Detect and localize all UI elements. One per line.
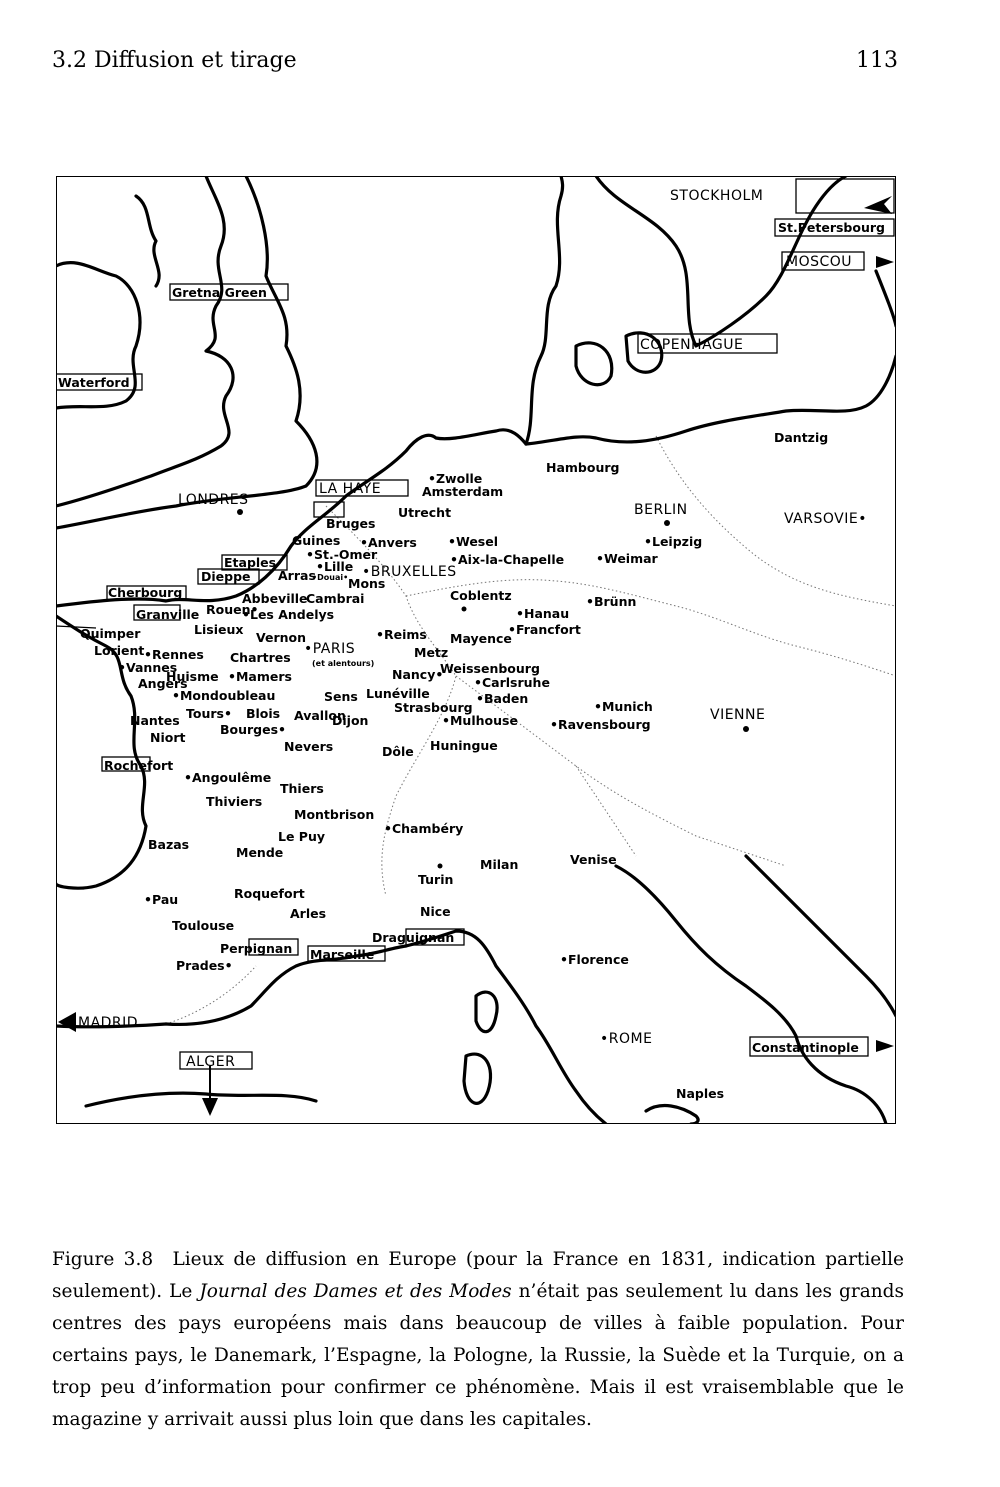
- label-anvers: •Anvers: [360, 535, 417, 550]
- label-pau: •Pau: [144, 892, 179, 907]
- label-waterford: Waterford: [58, 375, 130, 390]
- section-title: 3.2 Diffusion et tirage: [52, 48, 297, 73]
- label-milan: Milan: [480, 857, 519, 872]
- label-mende: Mende: [236, 845, 284, 860]
- label-perpignan: Perpignan: [220, 941, 293, 956]
- label-metz: Metz: [414, 645, 449, 660]
- label-niort: Niort: [150, 730, 186, 745]
- label-dantzig: Dantzig: [774, 430, 829, 445]
- label-arles: Arles: [290, 906, 327, 921]
- caption-text-start: Lieux de diffusion en Europe (pour la France en 1831, indication partielle seulement). Le: [52, 1249, 904, 1302]
- label-guines: Guines: [292, 533, 341, 548]
- label-huningue: Huningue: [430, 738, 498, 753]
- figure-caption: [52, 1244, 904, 1436]
- label-varsovie: VARSOVIE•: [784, 511, 867, 527]
- label-utrecht: Utrecht: [398, 505, 452, 520]
- label-rome: •ROME: [600, 1031, 653, 1047]
- label-rochefort: Rochefort: [104, 758, 174, 773]
- label-la-haye: LA HAYE: [319, 481, 382, 497]
- label-st-omer: •St.-Omer: [306, 547, 378, 562]
- label-rouen: Rouen•: [206, 602, 259, 617]
- label-mayence: Mayence: [450, 631, 512, 646]
- label-arras: Arras: [278, 568, 316, 583]
- page-header: [52, 48, 898, 82]
- label-douai: •Douai•: [312, 573, 349, 582]
- label-weissenbourg: Weissenbourg: [440, 661, 540, 676]
- label-leipzig: •Leipzig: [644, 534, 703, 549]
- label-copenhague: COPENHAGUE: [640, 337, 744, 353]
- label-weimar: •Weimar: [596, 551, 658, 566]
- label-dole: Dôle: [382, 744, 414, 759]
- label-alger: ALGER: [186, 1054, 236, 1070]
- label-hanau: •Hanau: [516, 606, 570, 621]
- label-vernon: Vernon: [256, 630, 307, 645]
- label-bruxelles: •BRUXELLES: [362, 564, 457, 580]
- label-abbeville: Abbeville: [242, 591, 308, 606]
- label-nice: Nice: [420, 904, 451, 919]
- europe-map: [56, 176, 896, 1124]
- label-blois: Blois: [246, 706, 281, 721]
- label-sens: Sens: [324, 689, 358, 704]
- label-hambourg: Hambourg: [546, 460, 620, 475]
- label-cherbourg: Cherbourg: [108, 585, 183, 600]
- label-paris: •PARIS: [304, 641, 356, 657]
- label-dijon: Dijon: [332, 713, 369, 728]
- map-canvas: [56, 176, 896, 1124]
- label-aix: •Aix-la-Chapelle: [450, 552, 565, 567]
- label-les-andelys: •Les Andelys: [242, 607, 335, 622]
- label-bruges: Bruges: [326, 516, 376, 531]
- label-londres: LONDRES: [178, 492, 249, 508]
- label-mulhouse: •Mulhouse: [442, 713, 518, 728]
- label-cambrai: Cambrai: [306, 591, 365, 606]
- label-roquefort: Roquefort: [234, 886, 305, 901]
- figure-label: Figure 3.8: [52, 1249, 154, 1270]
- label-mons: Mons: [348, 576, 386, 591]
- label-stockholm: STOCKHOLM: [670, 188, 764, 204]
- label-florence: •Florence: [560, 952, 629, 967]
- label-nevers: Nevers: [284, 739, 334, 754]
- label-berlin: BERLIN: [634, 502, 688, 518]
- label-chartres: Chartres: [230, 650, 291, 665]
- label-lisieux: Lisieux: [194, 622, 244, 637]
- label-baden: •Baden: [476, 691, 529, 706]
- label-tours: Tours•: [186, 706, 232, 721]
- label-reims: •Reims: [376, 627, 427, 642]
- label-quimper: Quimper: [80, 626, 141, 641]
- label-turin: Turin: [418, 872, 454, 887]
- label-lorient: Lorient: [94, 643, 145, 658]
- label-ravensbourg: •Ravensbourg: [550, 717, 651, 732]
- label-thiviers: Thiviers: [206, 794, 263, 809]
- label-brunn: •Brünn: [586, 594, 637, 609]
- label-constantinople: Constantinople: [752, 1040, 859, 1055]
- label-angouleme: •Angoulême: [184, 770, 272, 785]
- label-nantes: Nantes: [130, 713, 180, 728]
- journal-title: Journal des Dames et des Modes: [199, 1281, 512, 1302]
- label-amsterdam: Amsterdam: [422, 484, 504, 499]
- label-nancy: Nancy•: [392, 667, 444, 682]
- label-chambery: •Chambéry: [384, 821, 464, 836]
- label-carlsruhe: •Carlsruhe: [474, 675, 550, 690]
- label-naples: Naples: [676, 1086, 725, 1101]
- label-thiers: Thiers: [280, 781, 324, 796]
- label-angers: Angers: [138, 676, 188, 691]
- label-rennes: •Rennes: [144, 647, 204, 662]
- label-st-petersbourg: St.Petersbourg: [778, 220, 885, 235]
- label-vienne: VIENNE: [710, 707, 766, 723]
- label-draguignan: Draguignan: [372, 930, 455, 945]
- label-moscou: MOSCOU: [786, 254, 853, 270]
- label-munich: •Munich: [594, 699, 653, 714]
- label-mamers: •Mamers: [228, 669, 292, 684]
- label-etaples: Etaples: [224, 555, 277, 570]
- label-toulouse: Toulouse: [172, 918, 235, 933]
- label-francfort: •Francfort: [508, 622, 581, 637]
- label-lille: •Lille: [316, 559, 354, 574]
- label-luneville: Lunéville: [366, 686, 430, 701]
- page-number: 113: [856, 48, 898, 73]
- label-et-alentours: (et alentours): [312, 659, 375, 668]
- label-strasbourg: Strasbourg: [394, 700, 473, 715]
- label-wesel: •Wesel: [448, 534, 499, 549]
- label-granville: Granville: [136, 607, 200, 622]
- label-montbrison: Montbrison: [294, 807, 375, 822]
- label-dieppe: Dieppe: [201, 569, 251, 584]
- label-marseille: Marseille: [310, 947, 375, 962]
- caption-text-end: n’était pas seulement lu dans les grands centres des pays européens mais dans beaucoup de villes à faible population. Pour certains pays, le Danemark, l’Espagne, la Pologne, la Russie, la Suède et la Turquie, on a trop peu d’information pour confirmer ce phénomène. Mais il est vraisemblable que le magazine y arrivait aussi plus loin que dans les capitales.: [52, 1281, 904, 1430]
- label-venise: Venise: [570, 852, 617, 867]
- label-le-puy: Le Puy: [278, 829, 326, 844]
- label-prades: Prades•: [176, 958, 233, 973]
- label-madrid: MADRID: [78, 1015, 139, 1031]
- label-zwolle: •Zwolle: [428, 471, 483, 486]
- label-vannes: •Vannes: [118, 660, 178, 675]
- label-huisme: Huisme: [166, 669, 219, 684]
- label-gretna-green: Gretna Green: [172, 285, 267, 300]
- label-mondoubleau: •Mondoubleau: [172, 688, 276, 703]
- label-bourges: Bourges•: [220, 722, 287, 737]
- label-bazas: Bazas: [148, 837, 190, 852]
- label-coblentz: Coblentz: [450, 588, 512, 603]
- label-avallon: Avallon: [294, 708, 346, 723]
